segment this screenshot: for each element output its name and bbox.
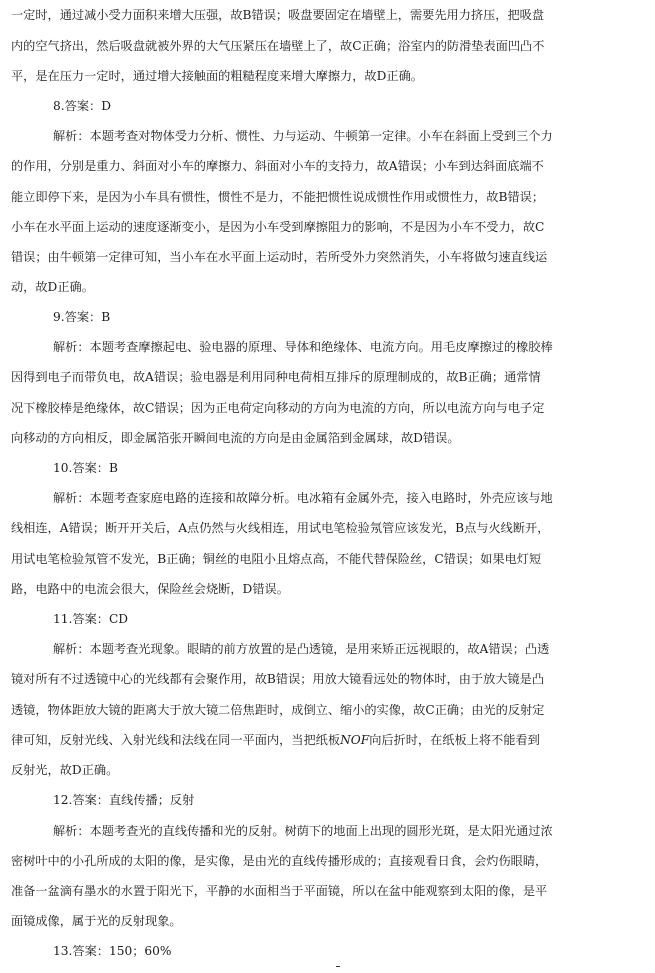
text-line: 准备一盆滴有墨水的水置于阳光下，平静的水面相当于平面镜，所以在盆中能观察到太阳的像，是平 xyxy=(11,884,548,898)
text-line: 错误；由牛顿第一定律可知，当小车在水平面上运动时，若所受外力突然消失，小车将做匀速直线运 xyxy=(11,250,548,264)
text-line: 平，是在压力一定时，通过增大接触面的粗糙程度来增大摩擦力，故D正确。 xyxy=(11,69,423,83)
text-line: 小车在水平面上运动的速度逐渐变小，是因为小车受到摩擦阻力的影响，不是因为小车不受力，故C xyxy=(11,220,545,234)
text-line: 反射光，故D正确。 xyxy=(11,763,119,777)
analysis-line: 解析：本题考查摩擦起电、验电器的原理、导体和绝缘体、电流方向。用毛皮摩擦过的橡胶棒 xyxy=(53,340,553,354)
text-line xyxy=(11,732,643,748)
page-mark xyxy=(336,966,340,967)
text-line: 用试电笔检验氖管不发光，B正确；铜丝的电阻小且熔点高，不能代替保险丝，C错误；如果电灯短 xyxy=(11,552,542,566)
text-line: 的作用，分别是重力、斜面对小车的摩擦力、斜面对小车的支持力，故A错误；小车到达斜面底端不 xyxy=(11,159,544,173)
analysis-line: 解析：本题考查光现象。眼睛的前方放置的是凸透镜，是用来矫正远视眼的，故A错误；凸透 xyxy=(53,642,550,656)
text-line: 线相连，A错误；断开开关后，A点仍然与火线相连，用试电笔检验氖管应该发光，B点与火线断开， xyxy=(11,521,550,535)
analysis-line: 解析：本题考查家庭电路的连接和故障分析。电冰箱有金属外壳，接入电路时，外壳应该与地 xyxy=(53,491,553,505)
text-segment: 向后折时，在纸板上将不能看到 xyxy=(369,733,540,747)
answer-13: 13.答案：150；60% xyxy=(53,944,172,958)
text-line: 面镜成像，属于光的反射现象。 xyxy=(11,914,182,928)
answer-8: 8.答案：D xyxy=(53,99,111,113)
text-line: 动，故D正确。 xyxy=(11,280,94,294)
text-line: 镜对所有不过透镜中心的光线都有会聚作用，故B错误；用放大镜看远处的物体时，由于放大镜是凸 xyxy=(11,672,545,686)
text-segment: 律可知，反射光线、入射光线和法线在同一平面内，当把纸板 xyxy=(11,733,341,747)
text-line: 路，电路中的电流会很大，保险丝会烧断，D错误。 xyxy=(11,582,289,596)
math-label-nof: NOF xyxy=(340,733,370,747)
analysis-line: 解析：本题考查光的直线传播和光的反射。树荫下的地面上出现的圆形光斑，是太阳光通过浓 xyxy=(53,824,553,838)
text-line: 因得到电子而带负电，故A错误；验电器是利用同种电荷相互排斥的原理制成的，故B正确；通常情 xyxy=(11,370,541,384)
answer-11: 11.答案：CD xyxy=(53,612,129,626)
text-line: 密树叶中的小孔所成的太阳的像，是实像，是由光的直线传播形成的；直接观看日食，会灼伤眼睛， xyxy=(11,854,548,868)
text-line: 向移动的方向相反，即金属箔张开瞬间电流的方向是由金属箔到金属球，故D错误。 xyxy=(11,431,460,445)
text-line: 能立即停下来，是因为小车具有惯性，惯性不是力，不能把惯性说成惯性作用或惯性力，故B错误； xyxy=(11,190,545,204)
text-line: 一定时，通过减小受力面积来增大压强，故B错误；吸盘要固定在墙壁上，需要先用力挤压，把吸盘 xyxy=(11,8,545,22)
text-line: 况下橡胶棒是绝缘体，故C错误；因为正电荷定向移动的方向为电流的方向，所以电流方向与电子定 xyxy=(11,401,545,415)
text-line: 内的空气挤出，然后吸盘就被外界的大气压紧压在墙壁上了，故C正确；浴室内的防滑垫表面凹凸不 xyxy=(11,39,545,53)
answer-10: 10.答案：B xyxy=(53,461,118,475)
answer-12: 12.答案：直线传播；反射 xyxy=(53,793,195,807)
analysis-line: 解析：本题考查对物体受力分析、惯性、力与运动、牛顿第一定律。小车在斜面上受到三个力 xyxy=(53,129,553,143)
text-line: 透镜，物体距放大镜的距离大于放大镜二倍焦距时，成倒立、缩小的实像，故C正确；由光的反射定 xyxy=(11,703,545,717)
answer-9: 9.答案：B xyxy=(53,310,111,324)
